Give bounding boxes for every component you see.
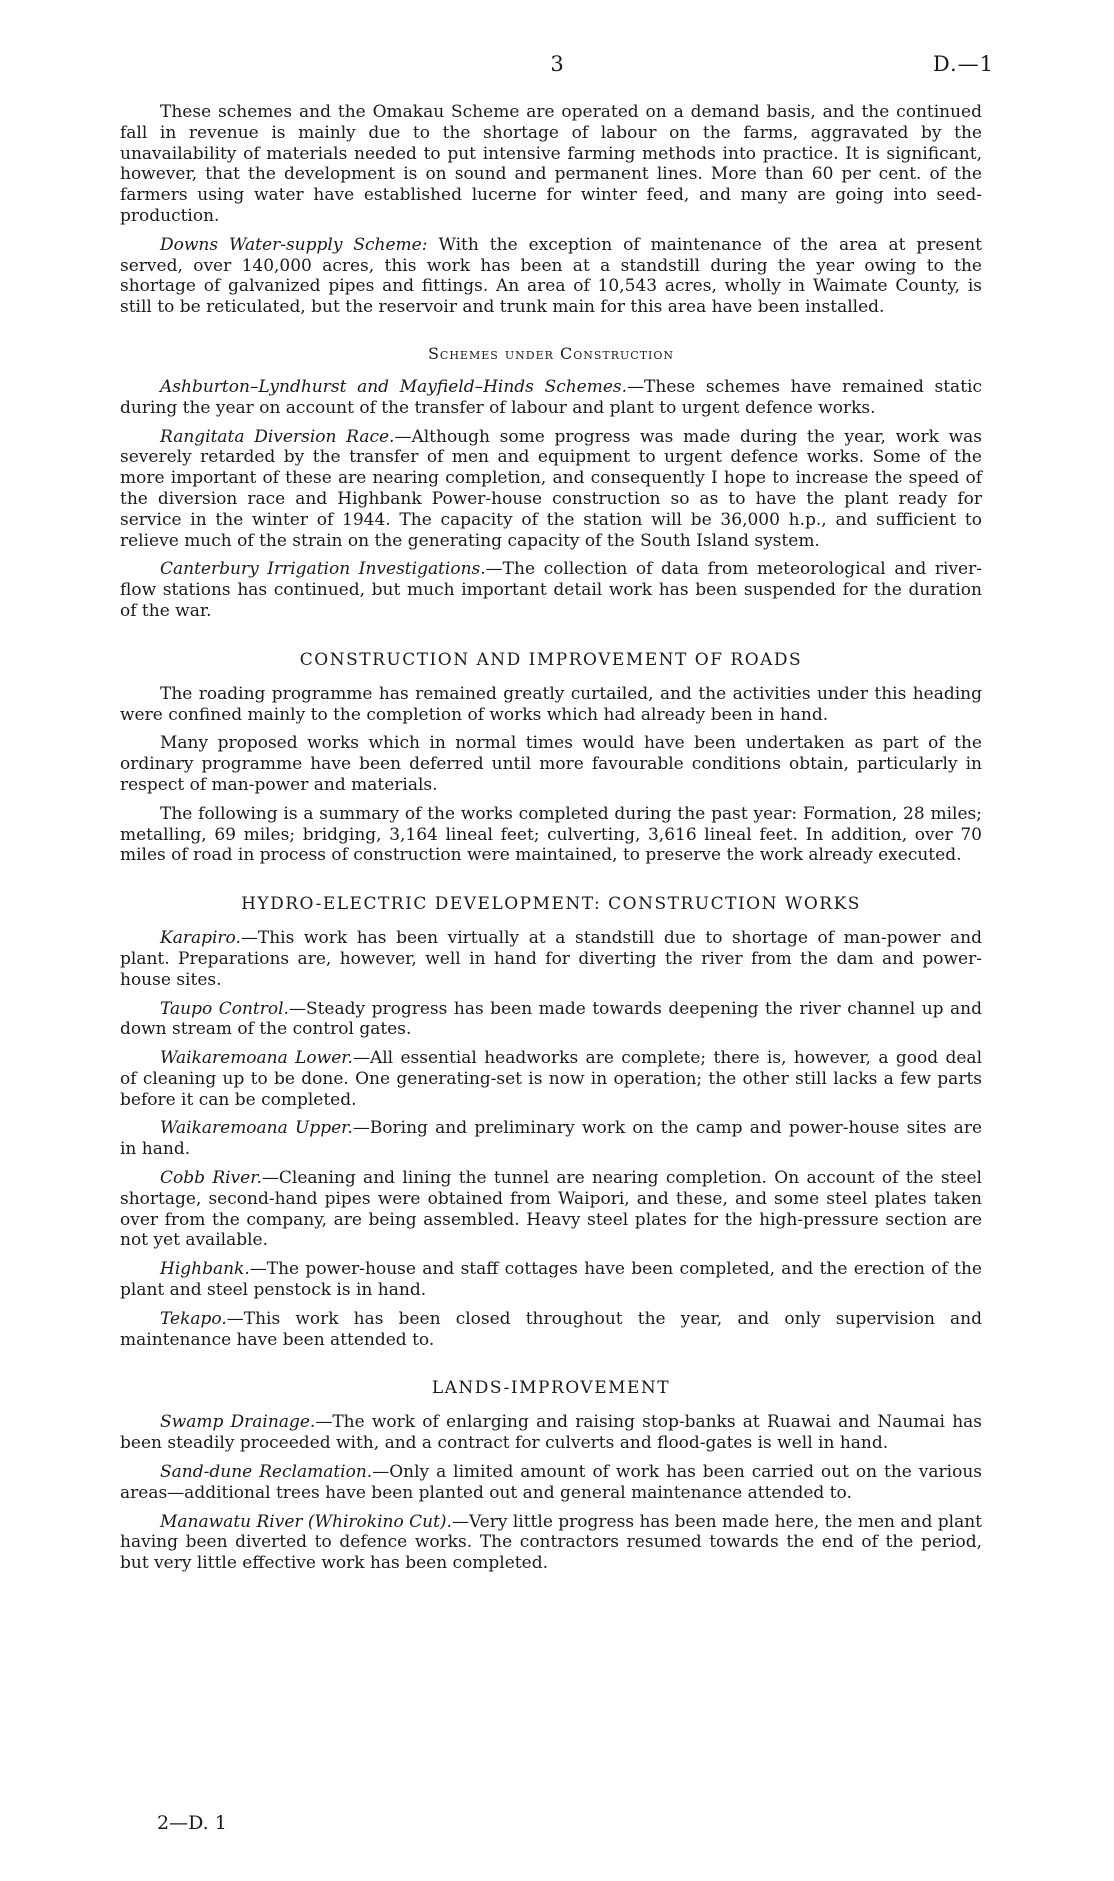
section-heading: LANDS-IMPROVEMENT [431, 1378, 671, 1399]
paragraph-text: —These schemes have remained static during the year on account of the transfer of labour and plant to urgent defence works. [120, 376, 982, 418]
paragraph [120, 1512, 982, 1574]
paragraph [120, 427, 982, 552]
section-roads [120, 650, 982, 866]
paragraph-lead: Tekapo. [160, 1308, 227, 1329]
paragraph [120, 928, 982, 990]
paragraph-lead: Waikaremoana Upper. [160, 1118, 353, 1139]
paragraph [120, 559, 982, 621]
document-reference: D.—1 [932, 52, 994, 76]
paragraph-text: The following is a summary of the works completed during the past year: Formation, 28 miles; metalling, 69 miles; bridging, 3,164 lineal feet; culverting, 3,616 lineal feet. In addition, over 70 miles of road in process of construction were maintained, to preserve the work already executed. [120, 803, 982, 866]
document-body [120, 102, 982, 1582]
section-intro [120, 102, 982, 318]
paragraph-text: —Although some progress was made during the year, work was severely retarded by the transfer of men and equipment to urgent defence works. Some of the more important of these are nearing completion, and consequently I hope to increase the speed of the diversion race and Highbank Power-house construction so as to have the plant ready for service in the winter of 1944. The capacity of the station will be 36,000 h.p., and sufficient to relieve much of the strain on the generating capacity of the South Island system. [120, 426, 982, 551]
section-heading: HYDRO-ELECTRIC DEVELOPMENT: CONSTRUCTION WORKS [241, 894, 861, 915]
paragraph [120, 733, 982, 795]
paragraph-lead: Sand-dune Reclamation. [160, 1462, 373, 1483]
paragraph-text: Many proposed works which in normal times would have been undertaken as part of the ordinary programme have been deferred until more favourable conditions obtain, particularly in respect of man-power and materials. [120, 733, 982, 795]
section-heading: Schemes under Construction [427, 343, 675, 363]
paragraph [120, 1259, 982, 1301]
signature-reference: 2—D. 1 [157, 1812, 227, 1834]
paragraph-text: These schemes and the Omakau Scheme are operated on a demand basis, and the continued fall in revenue is mainly due to the shortage of labour on the farms, aggravated by the unavailability of materials needed to put intensive farming methods into practice. It is significant, however, that the development is on sound and permanent lines. More than 60 per cent. of the farmers using water have established lucerne for winter feed, and many are going into seed-production. [120, 102, 982, 226]
paragraph [120, 235, 982, 318]
paragraph-lead: Waikaremoana Lower. [160, 1048, 353, 1069]
paragraph-lead: Taupo Control. [160, 998, 289, 1019]
section-heading: CONSTRUCTION AND IMPROVEMENT OF ROADS [299, 649, 803, 670]
paragraph [120, 1118, 982, 1160]
paragraph-lead: Swamp Drainage. [160, 1412, 316, 1433]
paragraph [120, 1048, 982, 1110]
paragraph-text: The roading programme has remained greatly curtailed, and the activities under this heading were confined mainly to the completion of works which had already been in hand. [120, 683, 982, 725]
paragraph [120, 1168, 982, 1251]
paragraph-lead: Highbank. [160, 1259, 250, 1280]
paragraph-text: —Very little progress has been made here, the men and plant having been diverted to defence works. The contractors resumed towards the end of the period, but very little effective work has been completed. [120, 1511, 983, 1574]
paragraph [120, 1462, 982, 1504]
paragraph-lead: Rangitata Diversion Race. [160, 426, 395, 447]
paragraph-text: —This work has been virtually at a standstill due to shortage of man-power and plant. Preparations are, however, well in hand for diverting the river from the dam and power-house sites. [120, 928, 982, 990]
paragraph-text: —Cleaning and lining the tunnel are nearing completion. On account of the steel shortage, second-hand pipes were obtained from Waipori, and these, and some steel plates taken over from the company, are being assembled. Heavy steel plates for the high-pressure section are not yet available. [120, 1168, 982, 1251]
paragraph [120, 999, 982, 1041]
paragraph-lead: Karapiro. [160, 928, 241, 949]
paragraph [120, 377, 982, 419]
paragraph [120, 1309, 982, 1351]
paragraph [120, 684, 982, 726]
paragraph-text: —The power-house and staff cottages have been completed, and the erection of the plant and steel penstock is in hand. [120, 1259, 982, 1301]
section-hydro-electric [120, 894, 982, 1350]
section-schemes-under-construction [120, 344, 982, 622]
paragraph-text: —This work has been closed throughout the year, and only supervision and maintenance have been attended to. [120, 1308, 982, 1350]
paragraph-lead: Ashburton–Lyndhurst and Mayfield–Hinds Schemes. [160, 376, 628, 397]
paragraph-text: With the exception of maintenance of the area at present served, over 140,000 acres, this work has been at a standstill during the year owing to the shortage of galvanized pipes and fittings. An area of 10,543 acres, wholly in Waimate County, is still to be reticulated, but the reservoir and trunk main for this area have been installed. [120, 234, 983, 318]
paragraph [120, 804, 982, 866]
paragraph-lead: Downs Water-supply Scheme: [160, 234, 428, 255]
paragraph [120, 1412, 982, 1454]
section-lands-improvement [120, 1378, 982, 1574]
paragraph [120, 102, 982, 227]
paragraph-text: —Boring and preliminary work on the camp and power-house sites are in hand. [120, 1118, 983, 1160]
paragraph-lead: Manawatu River (Whirokino Cut). [160, 1511, 452, 1532]
paragraph-text: —All essential headworks are complete; there is, however, a good deal of cleaning up to be done. One generating-set is now in operation; the other still lacks a few parts before it can be completed. [120, 1048, 983, 1110]
paragraph-text: —Only a limited amount of work has been carried out on the various areas—additional trees have been planted out and general maintenance attended to. [120, 1462, 982, 1503]
paragraph-text: —The work of enlarging and raising stop-banks at Ruawai and Naumai has been steadily proceeded with, and a contract for culverts and flood-gates is well in hand. [120, 1412, 983, 1454]
paragraph-text: —The collection of data from meteorological and river-flow stations has continued, but much important detail work has been suspended for the duration of the war. [120, 559, 982, 621]
page-number: 3 [550, 52, 564, 76]
paragraph-lead: Cobb River. [160, 1168, 262, 1189]
paragraph-text: —Steady progress has been made towards deepening the river channel up and down stream of the control gates. [120, 998, 982, 1040]
paragraph-lead: Canterbury Irrigation Investigations. [160, 559, 486, 580]
